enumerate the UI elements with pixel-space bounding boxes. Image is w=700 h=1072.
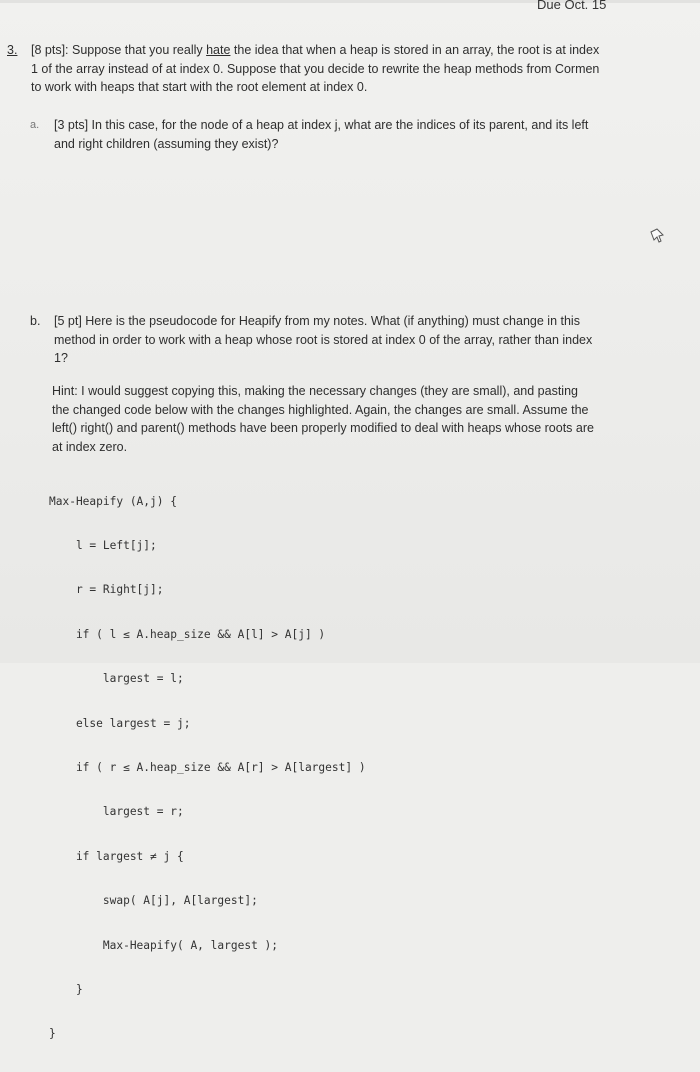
code-line: else largest = j;: [49, 716, 191, 730]
due-date: Due Oct. 15: [537, 0, 607, 12]
pseudocode-block: [49, 465, 366, 1072]
part-b: [30, 312, 605, 368]
code-line: if ( l ≤ A.heap_size && A[l] > A[j] ): [49, 627, 326, 641]
code-line: swap( A[j], A[largest];: [49, 894, 258, 908]
code-line: largest = r;: [49, 805, 184, 819]
mouse-pointer-icon: [648, 226, 666, 244]
code-line: r = Right[j];: [49, 583, 164, 597]
code-line: }: [49, 1027, 56, 1041]
code-line: if largest ≠ j {: [49, 849, 184, 863]
hint-paragraph: Hint: I would suggest copying this, making the necessary changes (they are small), and pasting the changed code below with the changes highlighted. Again, the changes are small. Assume the left() right() and parent() methods have been properly modified to deal with heaps whose roots are at index zero.: [52, 384, 594, 454]
part-a-text: [3 pts] In this case, for the node of a heap at index j, what are the indices of its parent, and its left and right children (assuming they exist)?: [54, 118, 589, 151]
emphasis-hate: hate: [206, 43, 231, 57]
question-3-text: [8 pts]: Suppose that you really hate the idea that when a heap is stored in an array, the root is at index 1 of the array instead of at index 0. Suppose that you decide to rewrite the heap methods from Cormen to work with heaps that start with the root element at index 0.: [31, 43, 600, 95]
part-b-text: [5 pt] Here is the pseudocode for Heapify from my notes. What (if anything) must change in this method in order to work with a heap whose root is stored at index 0 of the array, rather than index 1?: [54, 314, 593, 366]
question-number: 3.: [7, 43, 18, 57]
code-line: Max-Heapify( A, largest );: [49, 938, 279, 952]
code-line: }: [49, 982, 83, 996]
question-3: [7, 41, 607, 97]
code-line: Max-Heapify (A,j) {: [49, 494, 177, 508]
code-line: largest = l;: [49, 672, 184, 686]
part-a: [30, 116, 600, 153]
code-line: l = Left[j];: [49, 538, 157, 552]
part-b-marker: b.: [30, 314, 41, 328]
part-a-marker: a.: [30, 119, 40, 131]
code-line: if ( r ≤ A.heap_size && A[r] > A[largest] ): [49, 760, 366, 774]
